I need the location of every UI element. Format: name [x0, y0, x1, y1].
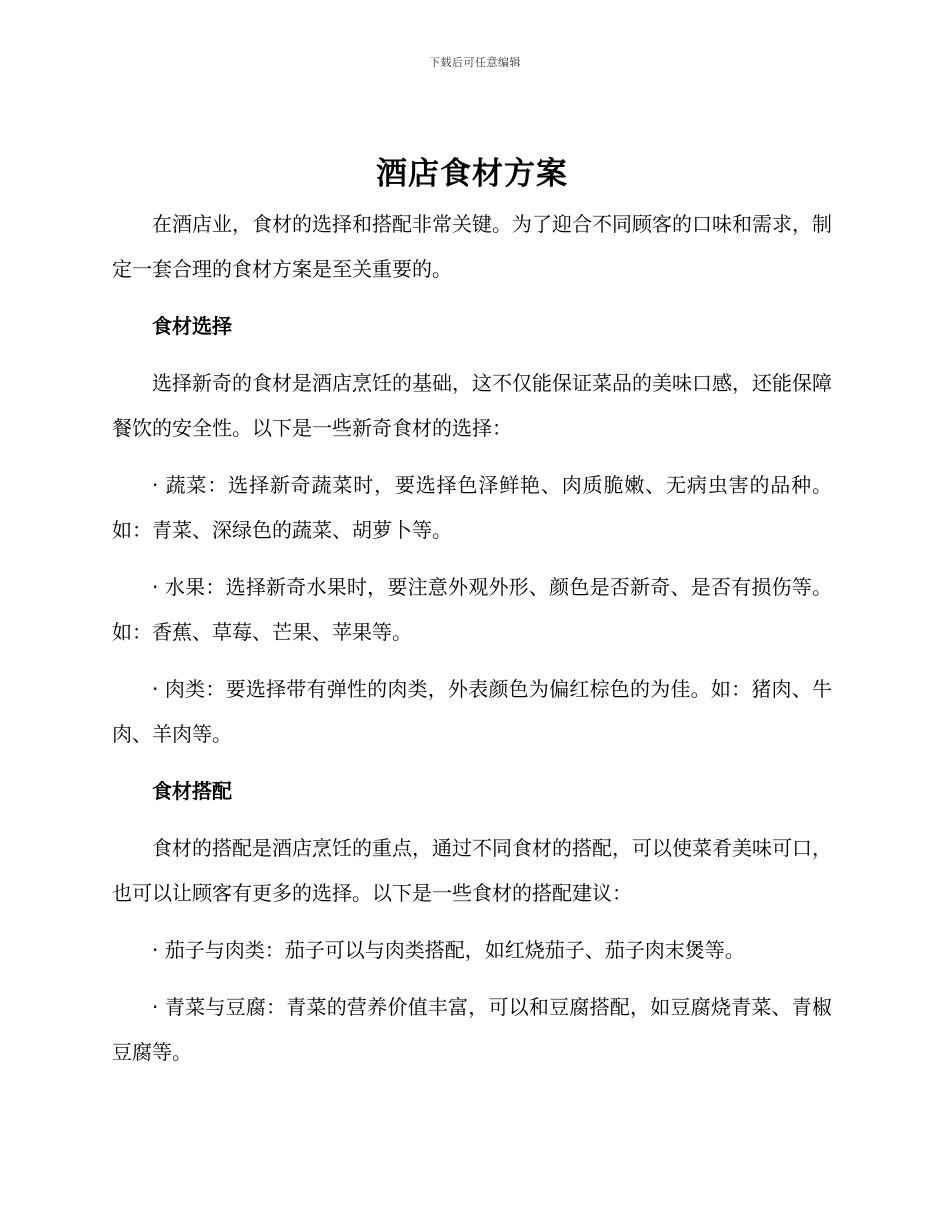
page-title: 酒店食材方案: [376, 156, 568, 192]
document-body: [112, 150, 832, 1087]
intro-paragraph: 在酒店业，食材的选择和搭配非常关键。为了迎合不同顾客的口味和需求，制定一套合理的食材方案是至关重要的。: [112, 212, 832, 281]
pairing-item-greens-tofu: · 青菜与豆腐：青菜的营养价值丰富，可以和豆腐搭配，如豆腐烧青菜、青椒豆腐等。: [112, 995, 832, 1064]
selection-item-meat: · 肉类：要选择带有弹性的肉类，外表颜色为偏红棕色的为佳。如：猪肉、牛肉、羊肉等。: [112, 677, 832, 746]
selection-item-vegetables: · 蔬菜：选择新奇蔬菜时，要选择色泽鲜艳、肉质脆嫩、无病虫害的品种。如：青菜、深绿色的蔬菜、胡萝卜等。: [112, 473, 832, 542]
section-heading-selection: 食材选择: [152, 314, 232, 338]
selection-item-fruits: · 水果：选择新奇水果时，要注意外观外形、颜色是否新奇、是否有损伤等。如：香蕉、草莓、芒果、苹果等。: [112, 575, 832, 644]
header-note: 下载后可任意编辑: [429, 56, 521, 69]
selection-intro-paragraph: 选择新奇的食材是酒店烹饪的基础，这不仅能保证菜品的美味口感，还能保障餐饮的安全性。以下是一些新奇食材的选择：: [112, 371, 832, 440]
pairing-intro-paragraph: 食材的搭配是酒店烹饪的重点，通过不同食材的搭配，可以使菜肴美味可口，也可以让顾客有更多的选择。以下是一些食材的搭配建议：: [112, 836, 832, 905]
section-heading-pairing: 食材搭配: [152, 779, 232, 803]
pairing-item-eggplant-meat: · 茄子与肉类：茄子可以与肉类搭配，如红烧茄子、茄子肉末煲等。: [152, 938, 745, 962]
